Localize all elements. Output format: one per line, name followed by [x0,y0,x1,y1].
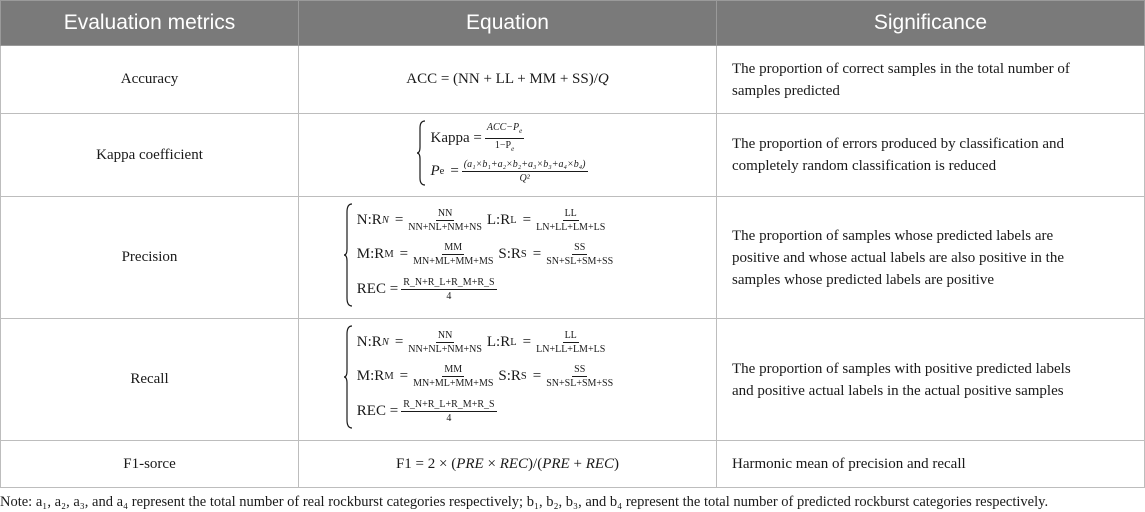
metric-name: Precision [1,197,299,319]
recall-m-s-equations: M:R M = $\frac{MM}{MN+ML+MM+MS}$ S:R S = $\frac{SS}{SN+SL+SM+SS}$ [356,364,614,390]
table-row-precision [1,197,1145,319]
precision-m-s-equations: M:R M = $\frac{MM}{MN+ML+MM+MS}$ S:R S = $\frac{SS}{SN+SL+SM+SS}$ [356,242,614,268]
significance-cell [717,441,1145,488]
header-equation: Equation [299,1,717,46]
equation-cell [299,46,717,114]
left-brace-icon [343,203,353,307]
equation-cell [299,114,717,197]
significance-text: The proportion of errors produced by classification and completely random classification is reduced [732,136,1064,174]
significance-cell [717,114,1145,197]
metric-name: F1-sorce [1,441,299,488]
equation-var: Q [597,71,609,87]
significance-text: The proportion of samples with positive predicted labels and positive actual labels in the actual positive samples [732,360,1071,399]
kappa-equation: Kappa = $\frac{ACC-P_e}{1-P_e}$ [430,121,523,153]
recall-rec-equation: REC = $\frac{R\_N+R\_L+R\_M+R\_S}{4}$ [356,399,495,425]
header-significance: Significance [717,1,1145,46]
metric-name: Accuracy [1,46,299,114]
metric-name: Kappa coefficient [1,114,299,197]
significance-cell [717,319,1145,441]
pe-equation: P e = $\frac{\text{(a₁×b₁+a₂×b₂+a₃×b₃+a₄×b₄)}}{\text{Q²}}$ [430,158,586,184]
equation-cell [299,319,717,441]
significance-text: The proportion of correct samples in the total number of samples predicted [732,60,1070,99]
significance-text: The proportion of samples whose predicted labels are positive and whose actual labels are also positive in the samples whose predicted labels are positive [732,227,1064,288]
equation-cell: F1 = 2 × (PRE × REC)/(PRE + REC) [299,441,717,488]
precision-rec-equation: REC = $\frac{R\_N+R\_L+R\_M+R\_S}{4}$ [356,277,495,303]
significance-cell [717,46,1145,114]
table-row-accuracy [1,46,1145,114]
header-row [1,1,1145,46]
table-row-kappa [1,114,1145,197]
recall-n-l-equations: N:R N = $\frac{NN}{NN+NL+NM+NS}$ L:R L = $\frac{LL}{LN+LL+LM+LS}$ [356,329,606,355]
left-brace-icon [343,325,353,429]
table-note: Note: a₁, a₂, a₃, and a₄ represent the total number of real rockburst categories respectively; b₁, b₂, b₃, and b₄ represent the total number of predicted rockburst categories respectively. [0,494,1049,510]
table-row-f1 [1,441,1145,488]
table-row-recall [1,319,1145,441]
header-evaluation-metrics: Evaluation metrics [1,1,299,46]
significance-cell [717,197,1145,319]
equation-text: ACC = (NN + LL + MM + SS)/ [406,71,598,87]
metric-name: Recall [1,319,299,441]
significance-text: Harmonic mean of precision and recall [732,456,966,472]
left-brace-icon [416,120,426,186]
equation-cell [299,197,717,319]
precision-n-l-equations: N:R N = $\frac{NN}{NN+NL+NM+NS}$ L:R L = $\frac{LL}{LN+LL+LM+LS}$ [356,207,606,233]
